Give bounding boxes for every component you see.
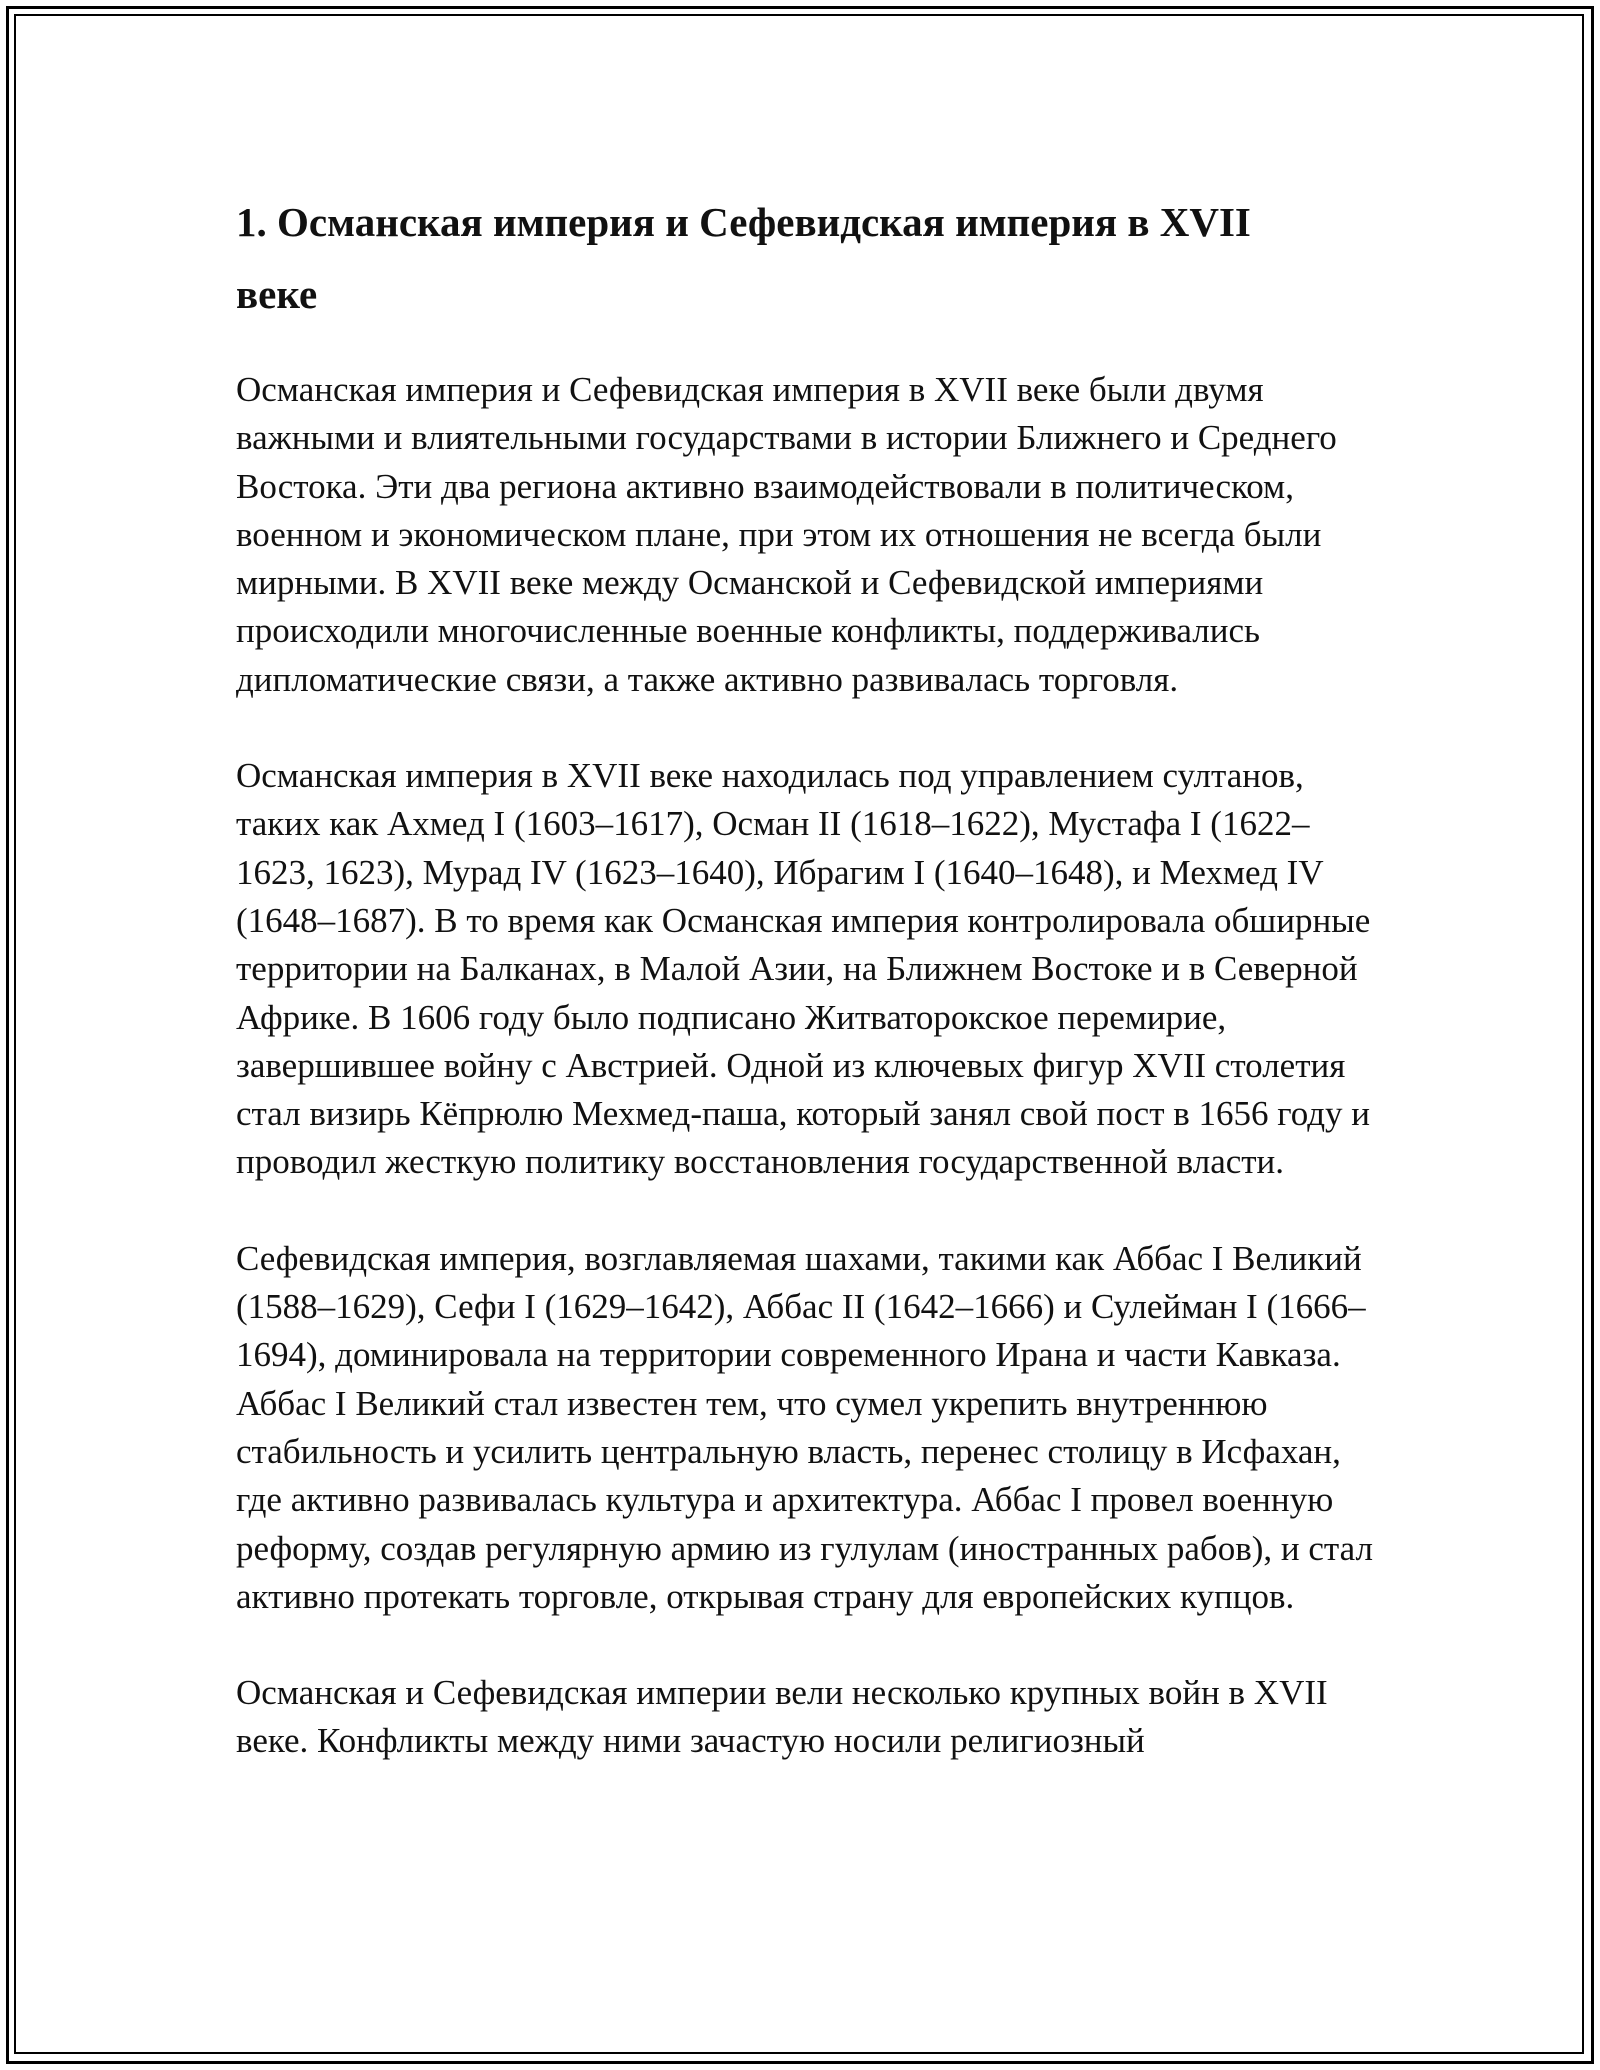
paragraph-safavid: Сефевидская империя, возглавляемая шахами, такими как Аббас I Великий (1588–1629), Сефи I (1629–1642), Аббас II (1642–1666) и Сулейман I (1666–1694), доминировала на территории современного Ирана и части Кавказа. Аббас I Великий стал известен тем, что сумел укрепить внутреннюю стабильность и усилить центральную власть, перенес столицу в Исфахан, где активно развивалась культура и архитектура. Аббас I провел военную реформу, создав регулярную армию из гулулам (иностранных рабов), и стал активно протекать торговле, открывая страну для европейских купцов. [236,1238,1373,1616]
paragraph-intro: Османская империя и Сефевидская империя в XVII веке были двумя важными и влиятельными государствами в истории Ближнего и Среднего Востока. Эти два региона активно взаимодействовали в политическом, военном и экономическом плане, при этом их отношения не всегда были мирными. В XVII веке между Османской и Сефевидской империями происходили многочисленные военные конфликты, поддерживались дипломатические связи, а также активно развивалась торговля. [236,370,1337,699]
section-heading: 1. Османская империя и Сефевидская империя в XVII веке [236,199,1251,317]
document-page [236,186,1376,1814]
paragraph-wars: Османская и Сефевидская империи вели несколько крупных войн в XVII веке. Конфликты между ними зачастую носили религиозный [236,1673,1328,1761]
paragraph-ottoman: Османская империя в XVII веке находилась под управлением султанов, таких как Ахмед I (1603–1617), Осман II (1618–1622), Мустафа I (1622–1623, 1623), Мурад IV (1623–1640), Ибрагим I (1640–1648), и Мехмед IV (1648–1687). В то время как Османская империя контролировала обширные территории на Балканах, в Малой Азии, на Ближнем Востоке и в Северной Африке. В 1606 году было подписано Житваторокское перемирие, завершившее войну с Австрией. Одной из ключевых фигур XVII столетия стал визирь Кёпрюлю Мехмед-паша, который занял свой пост в 1656 году и проводил жесткую политику восстановления государственной власти. [236,756,1371,1182]
